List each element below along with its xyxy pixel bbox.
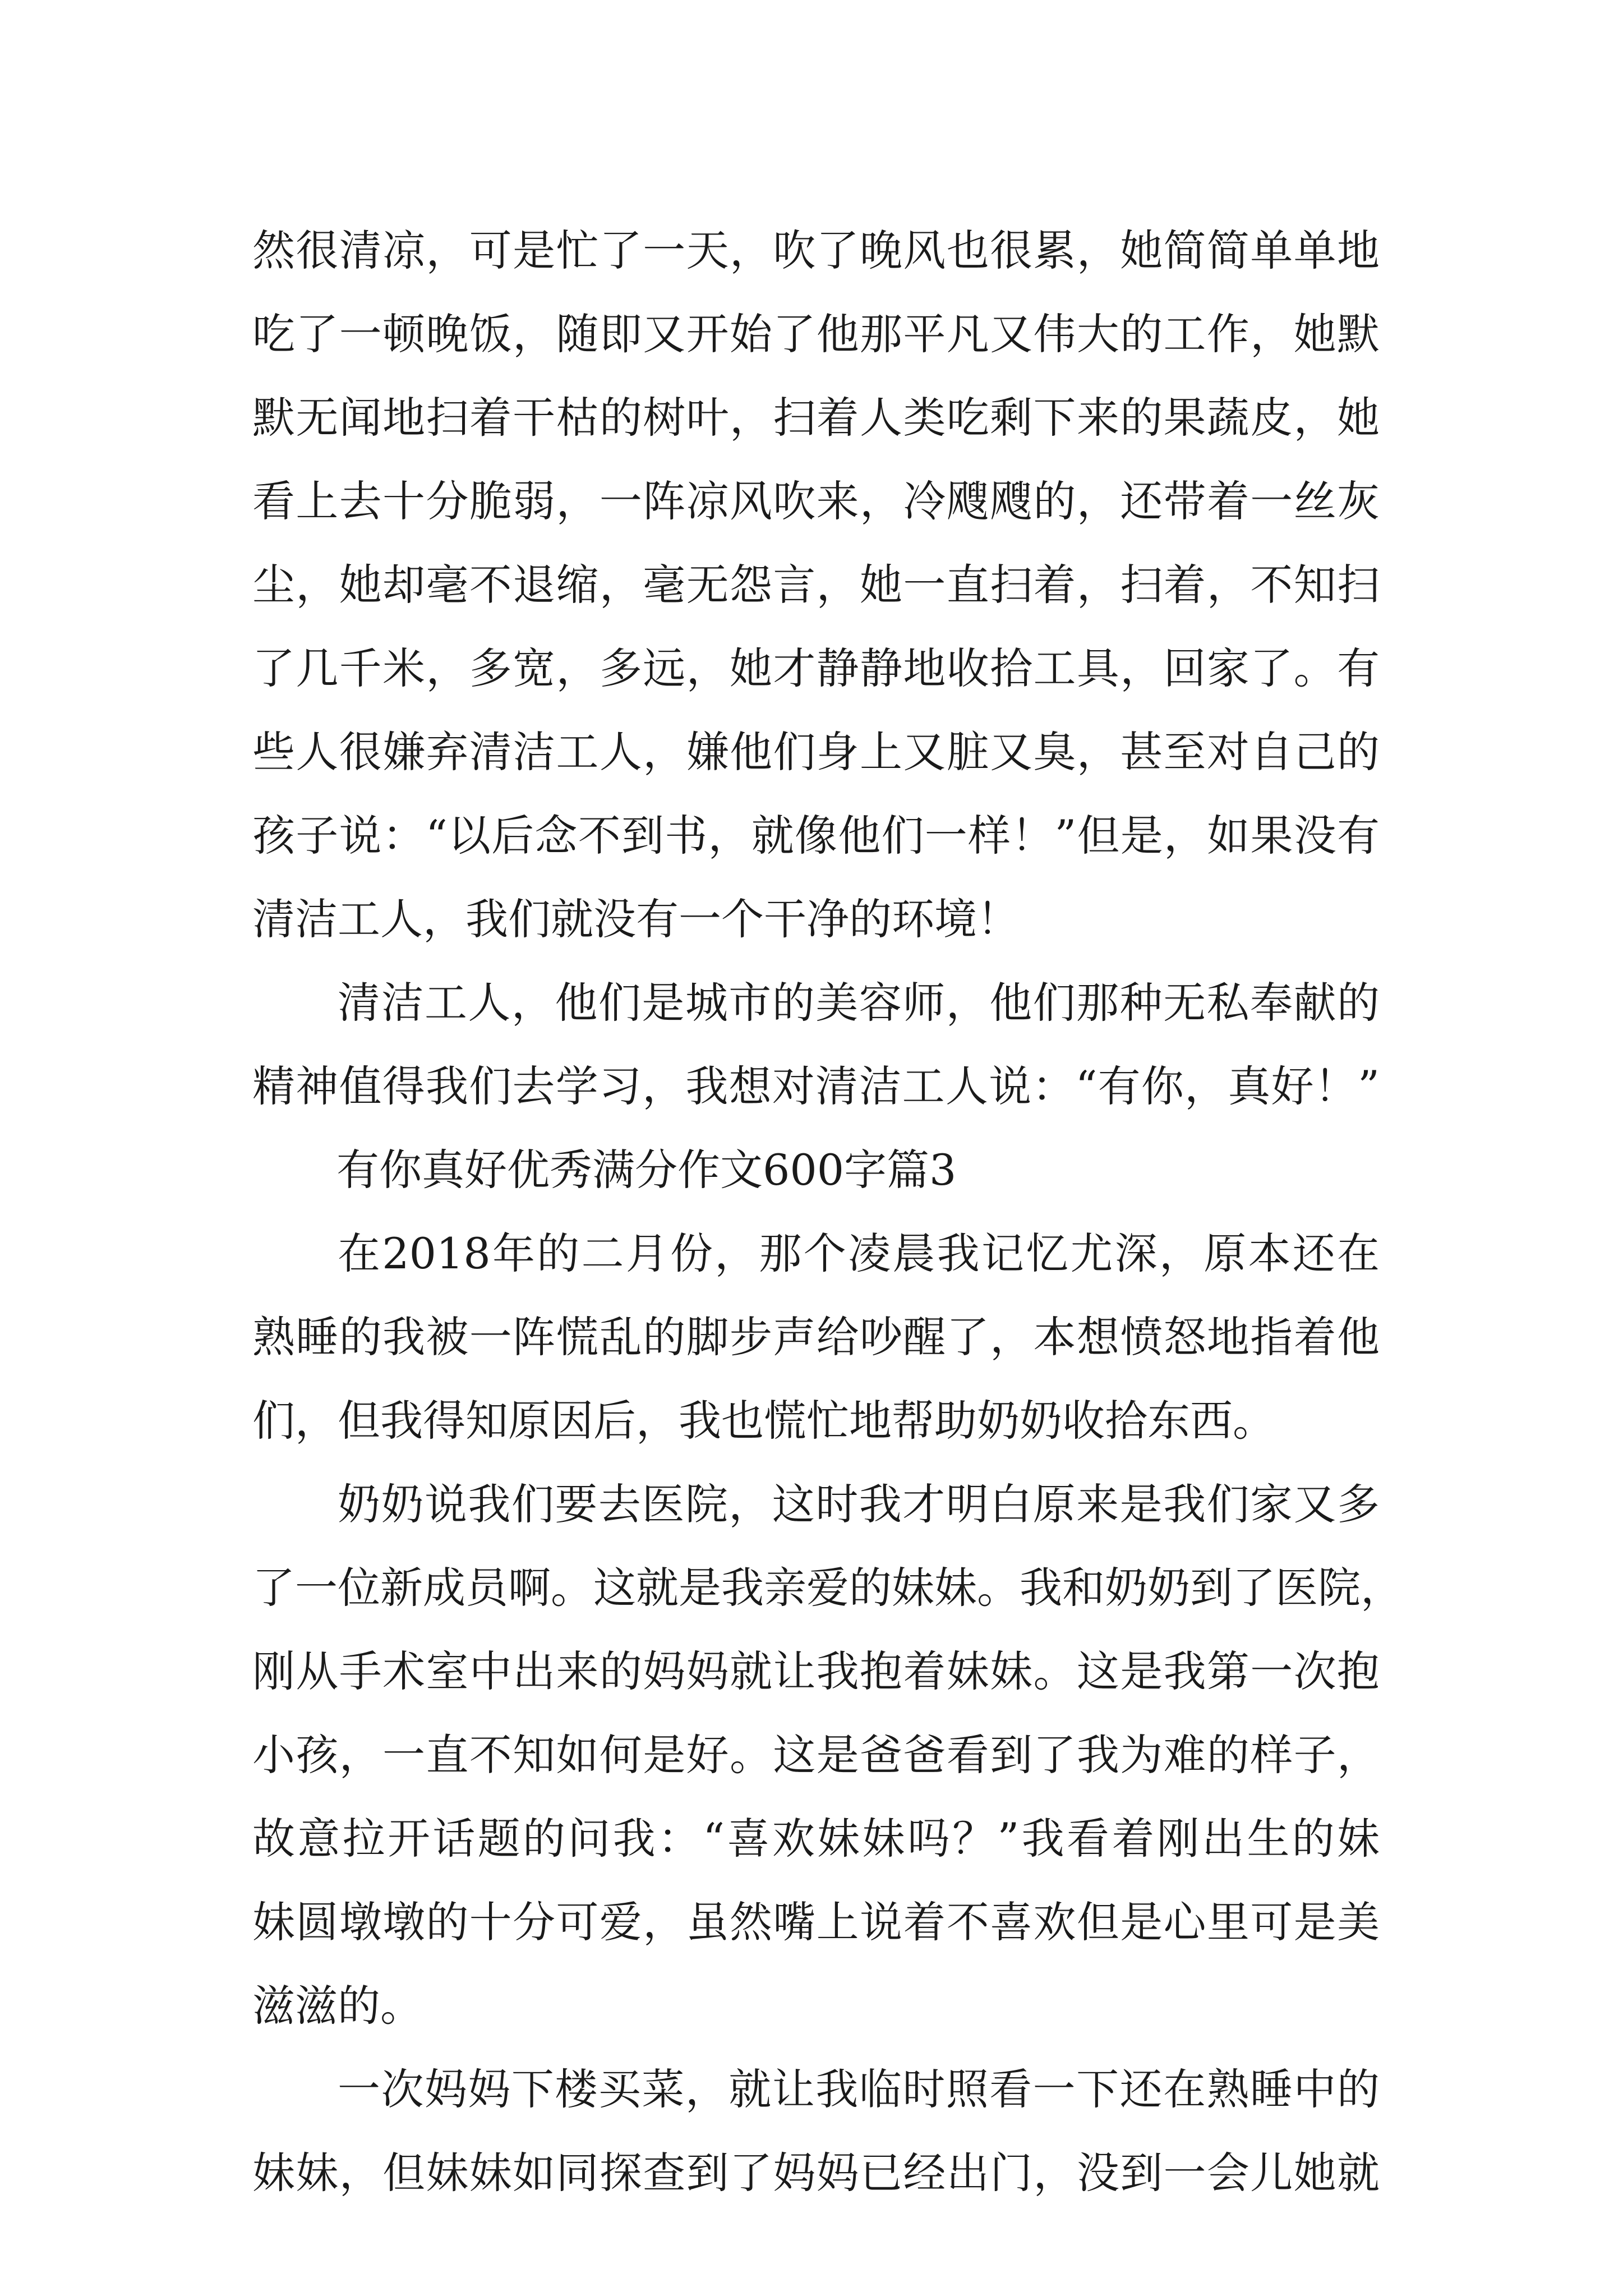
paragraph-line: 些人很嫌弃清洁工人，嫌他们身上又脏又臭，甚至对自己的 <box>252 727 1380 777</box>
section-heading: 有你真好优秀满分作文600字篇3 <box>336 1145 957 1195</box>
paragraph-line: 然很清凉，可是忙了一天，吹了晚风也很累，她简简单单地 <box>252 226 1380 275</box>
paragraph-line: 尘，她却毫不退缩，毫无怨言，她一直扫着，扫着，不知扫 <box>252 560 1380 610</box>
paragraph-first-line: 奶奶说我们要去医院，这时我才明白原来是我们家又多 <box>338 1479 1380 1529</box>
paragraph-line: 吃了一顿晚饭，随即又开始了他那平凡又伟大的工作，她默 <box>252 309 1380 359</box>
paragraph-line: 默无闻地扫着干枯的树叶，扫着人类吃剩下来的果蔬皮，她 <box>252 393 1380 443</box>
paragraph-line: 妹妹，但妹妹如同探查到了妈妈已经出门，没到一会儿她就 <box>252 2148 1380 2198</box>
paragraph-first-line: 一次妈妈下楼买菜，就让我临时照看一下还在熟睡中的 <box>338 2064 1380 2114</box>
paragraph-line: 看上去十分脆弱，一阵凉风吹来，冷飕飕的，还带着一丝灰 <box>252 476 1380 526</box>
document-body <box>252 209 1403 2215</box>
paragraph-last-line: 滋滋的。 <box>252 1981 423 2031</box>
paragraph-first-line: 在2018年的二月份，那个凌晨我记忆尤深，原本还在 <box>338 1228 1380 1278</box>
paragraph-line: 小孩，一直不知如何是好。这是爸爸看到了我为难的样子， <box>252 1730 1380 1780</box>
paragraph-line: 孩子说：“以后念不到书，就像他们一样！”但是，如果没有 <box>252 811 1380 861</box>
paragraph-line: 精神值得我们去学习，我想对清洁工人说：“有你，真好！” <box>252 1061 1380 1111</box>
paragraph-last-line: 清洁工人，我们就没有一个干净的环境！ <box>252 894 1020 944</box>
paragraph-line: 熟睡的我被一阵慌乱的脚步声给吵醒了，本想愤怒地指着他 <box>252 1312 1380 1362</box>
paragraph-first-line: 清洁工人，他们是城市的美容师，他们那种无私奉献的 <box>338 978 1380 1028</box>
paragraph-line: 刚从手术室中出来的妈妈就让我抱着妹妹。这是我第一次抱 <box>252 1646 1380 1696</box>
paragraph-last-line: 们，但我得知原因后，我也慌忙地帮助奶奶收拾东西。 <box>252 1396 1275 1446</box>
paragraph-line: 故意拉开话题的问我：“喜欢妹妹吗？”我看着刚出生的妹 <box>252 1814 1380 1864</box>
paragraph-line: 了几千米，多宽，多远，她才静静地收拾工具，回家了。有 <box>252 643 1380 693</box>
paragraph-line: 妹圆墩墩的十分可爱，虽然嘴上说着不喜欢但是心里可是美 <box>252 1897 1380 1947</box>
paragraph-line: 了一位新成员啊。这就是我亲爱的妹妹。我和奶奶到了医院， <box>252 1563 1403 1613</box>
